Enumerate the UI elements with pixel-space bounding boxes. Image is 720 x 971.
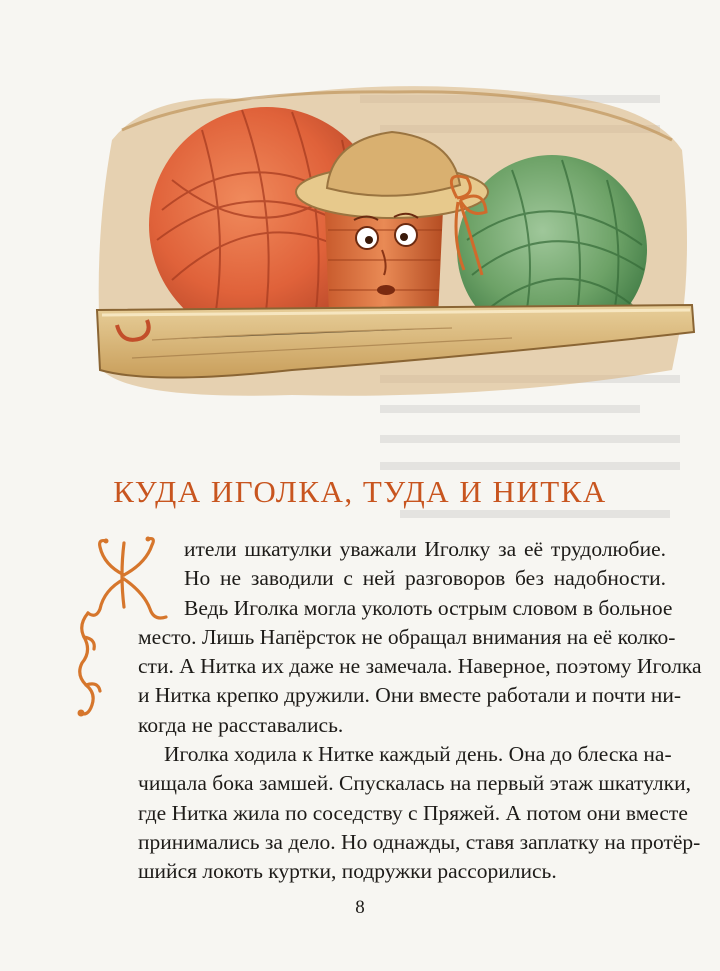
text-line: Но не заводили с ней разговоров без надобности. (184, 566, 666, 591)
text-line: ители шкатулки уважали Иголку за её трудолюбие. (184, 537, 666, 561)
text-line: принимались за дело. Но однажды, ставя заплатку на протёр- (138, 829, 701, 854)
text-line: где Нитка жила по соседству с Пряжей. А потом они вместе (138, 800, 688, 825)
text-line: шийся локоть куртки, подружки рассорились. (138, 859, 557, 884)
chapter-title: КУДА ИГОЛКА, ТУДА И НИТКА (113, 474, 607, 509)
text-line: когда не расставались. (138, 712, 344, 737)
paragraph (138, 740, 701, 886)
book-illustration (92, 70, 698, 400)
text-line: сти. А Нитка их даже не замечала. Наверное, поэтому Иголка (138, 654, 702, 679)
text-line: Ведь Иголка могла уколоть острым словом в больное (184, 595, 673, 620)
dropcap-letter: Ж (74, 535, 75, 536)
text-line: чищала бока замшей. Спускалась на первый этаж шкатулки, (138, 771, 691, 796)
text-line: место. Лишь Напёрсток не обращал внимания на её колко- (138, 624, 676, 649)
text-line: Иголка ходила к Нитке каждый день. Она до блеска на- (164, 742, 672, 767)
text-line: и Нитка крепко дружили. Они вместе работали и почти ни- (138, 683, 682, 708)
body-text (138, 535, 702, 887)
page-number: 8 (355, 897, 365, 918)
paragraph (138, 535, 702, 740)
